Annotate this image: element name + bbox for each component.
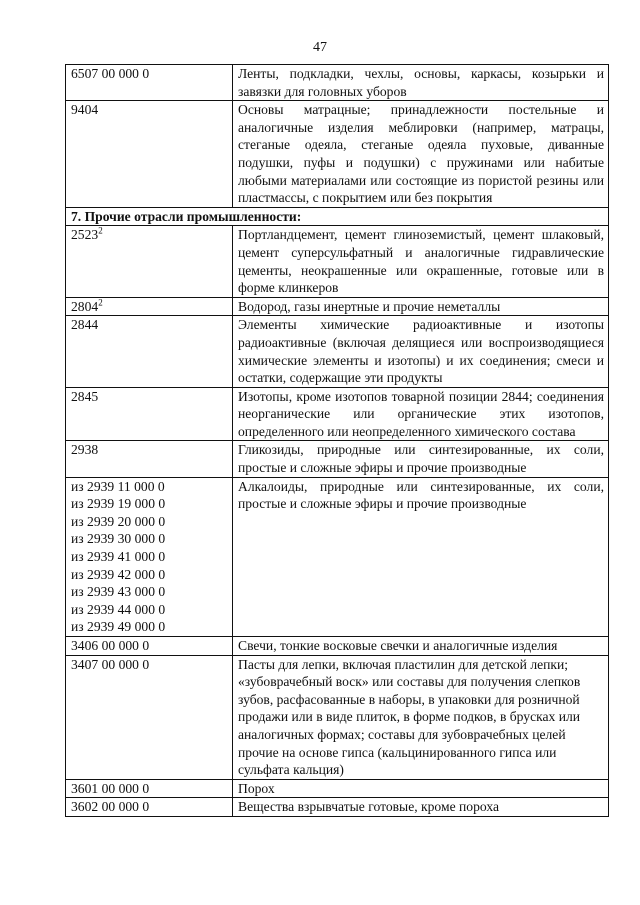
page-number: 47 xyxy=(313,40,327,55)
code-text: 2804 xyxy=(71,298,99,314)
code-cell xyxy=(66,477,233,636)
code-cell: 3406 00 000 0 xyxy=(66,637,233,656)
description-cell: Элементы химические радиоактивные и изотопы радиоактивные (включая делящиеся или воспроизводящиеся химические элементы и изотопы) и их соединения; смеси и остатки, содержащие эти продукты xyxy=(233,316,609,387)
table-row xyxy=(66,101,609,208)
table-row xyxy=(66,798,609,817)
code-cell: 3601 00 000 0 xyxy=(66,779,233,798)
table-row xyxy=(66,441,609,477)
code-line: из 2939 42 000 0 xyxy=(71,566,166,582)
table-row xyxy=(66,637,609,656)
code-cell: 3602 00 000 0 xyxy=(66,798,233,817)
table-row xyxy=(66,477,609,636)
code-line: из 2939 20 000 0 xyxy=(71,513,166,529)
description-cell: Порох xyxy=(233,779,609,798)
code-cell: 9404 xyxy=(66,101,233,208)
table-row xyxy=(66,779,609,798)
description-cell: Ленты, подкладки, чехлы, основы, каркасы, козырьки и завязки для головных уборов xyxy=(233,65,609,101)
table-row xyxy=(66,226,609,297)
table-row xyxy=(66,655,609,779)
code-superscript: 2 xyxy=(98,225,103,236)
table-row xyxy=(66,316,609,387)
code-line: из 2939 41 000 0 xyxy=(71,549,166,565)
section-title: 7. Прочие отрасли промышленности: xyxy=(66,207,609,226)
code-cell xyxy=(66,297,233,316)
description-cell: Свечи, тонкие восковые свечки и аналогичные изделия xyxy=(233,637,609,656)
table-row xyxy=(66,297,609,316)
description-cell: Гликозиды, природные или синтезированные, их соли, простые и сложные эфиры и прочие производные xyxy=(233,441,609,477)
description-cell: Портландцемент, цемент глиноземистый, цемент шлаковый, цемент суперсульфатный и аналогичные гидравлические цементы, неокрашенные или окрашенные, готовые или в форме клинкеров xyxy=(233,226,609,297)
section-header-row xyxy=(66,207,609,226)
code-cell: 2938 xyxy=(66,441,233,477)
code-text: 2523 xyxy=(71,227,99,243)
description-cell: Вещества взрывчатые готовые, кроме пороха xyxy=(233,798,609,817)
code-line: из 2939 43 000 0 xyxy=(71,584,166,600)
code-cell: 6507 00 000 0 xyxy=(66,65,233,101)
description-cell: Основы матрацные; принадлежности постельные и аналогичные изделия меблировки (например, матрацы, стеганые одеяла, стеганые одеяла пуховые, диванные подушки, пуфы и подушки) с пружинами или набитые любыми материалами или состоящие из пористой резины или пластмассы, с покрытием или без покрытия xyxy=(233,101,609,208)
code-line: из 2939 49 000 0 xyxy=(71,619,166,635)
code-line: из 2939 19 000 0 xyxy=(71,496,166,512)
code-line: из 2939 11 000 0 xyxy=(71,478,165,494)
code-superscript: 2 xyxy=(98,297,103,308)
code-cell: 2845 xyxy=(66,387,233,441)
table-row xyxy=(66,65,609,101)
table-row xyxy=(66,387,609,441)
description-cell: Водород, газы инертные и прочие неметаллы xyxy=(233,297,609,316)
description-cell: Пасты для лепки, включая пластилин для детской лепки; «зубоврачебный воск» или составы для получения слепков зубов, расфасованные в наборы, в упаковки для розничной продажи или в виде плиток, в форме подков, в брусках или аналогичных формах; составы для зубоврачебных целей прочие на основе гипса (кальцинированного гипса или сульфата кальция) xyxy=(233,655,609,779)
code-cell: 3407 00 000 0 xyxy=(66,655,233,779)
tariff-code-table xyxy=(65,64,609,817)
code-line: из 2939 30 000 0 xyxy=(71,531,166,547)
code-line: из 2939 44 000 0 xyxy=(71,601,166,617)
code-cell: 2844 xyxy=(66,316,233,387)
description-cell: Алкалоиды, природные или синтезированные, их соли, простые и сложные эфиры и прочие производные xyxy=(233,477,609,636)
description-cell: Изотопы, кроме изотопов товарной позиции 2844; соединения неорганические или органические этих изотопов, определенного или неопределенного химического состава xyxy=(233,387,609,441)
code-cell xyxy=(66,226,233,297)
